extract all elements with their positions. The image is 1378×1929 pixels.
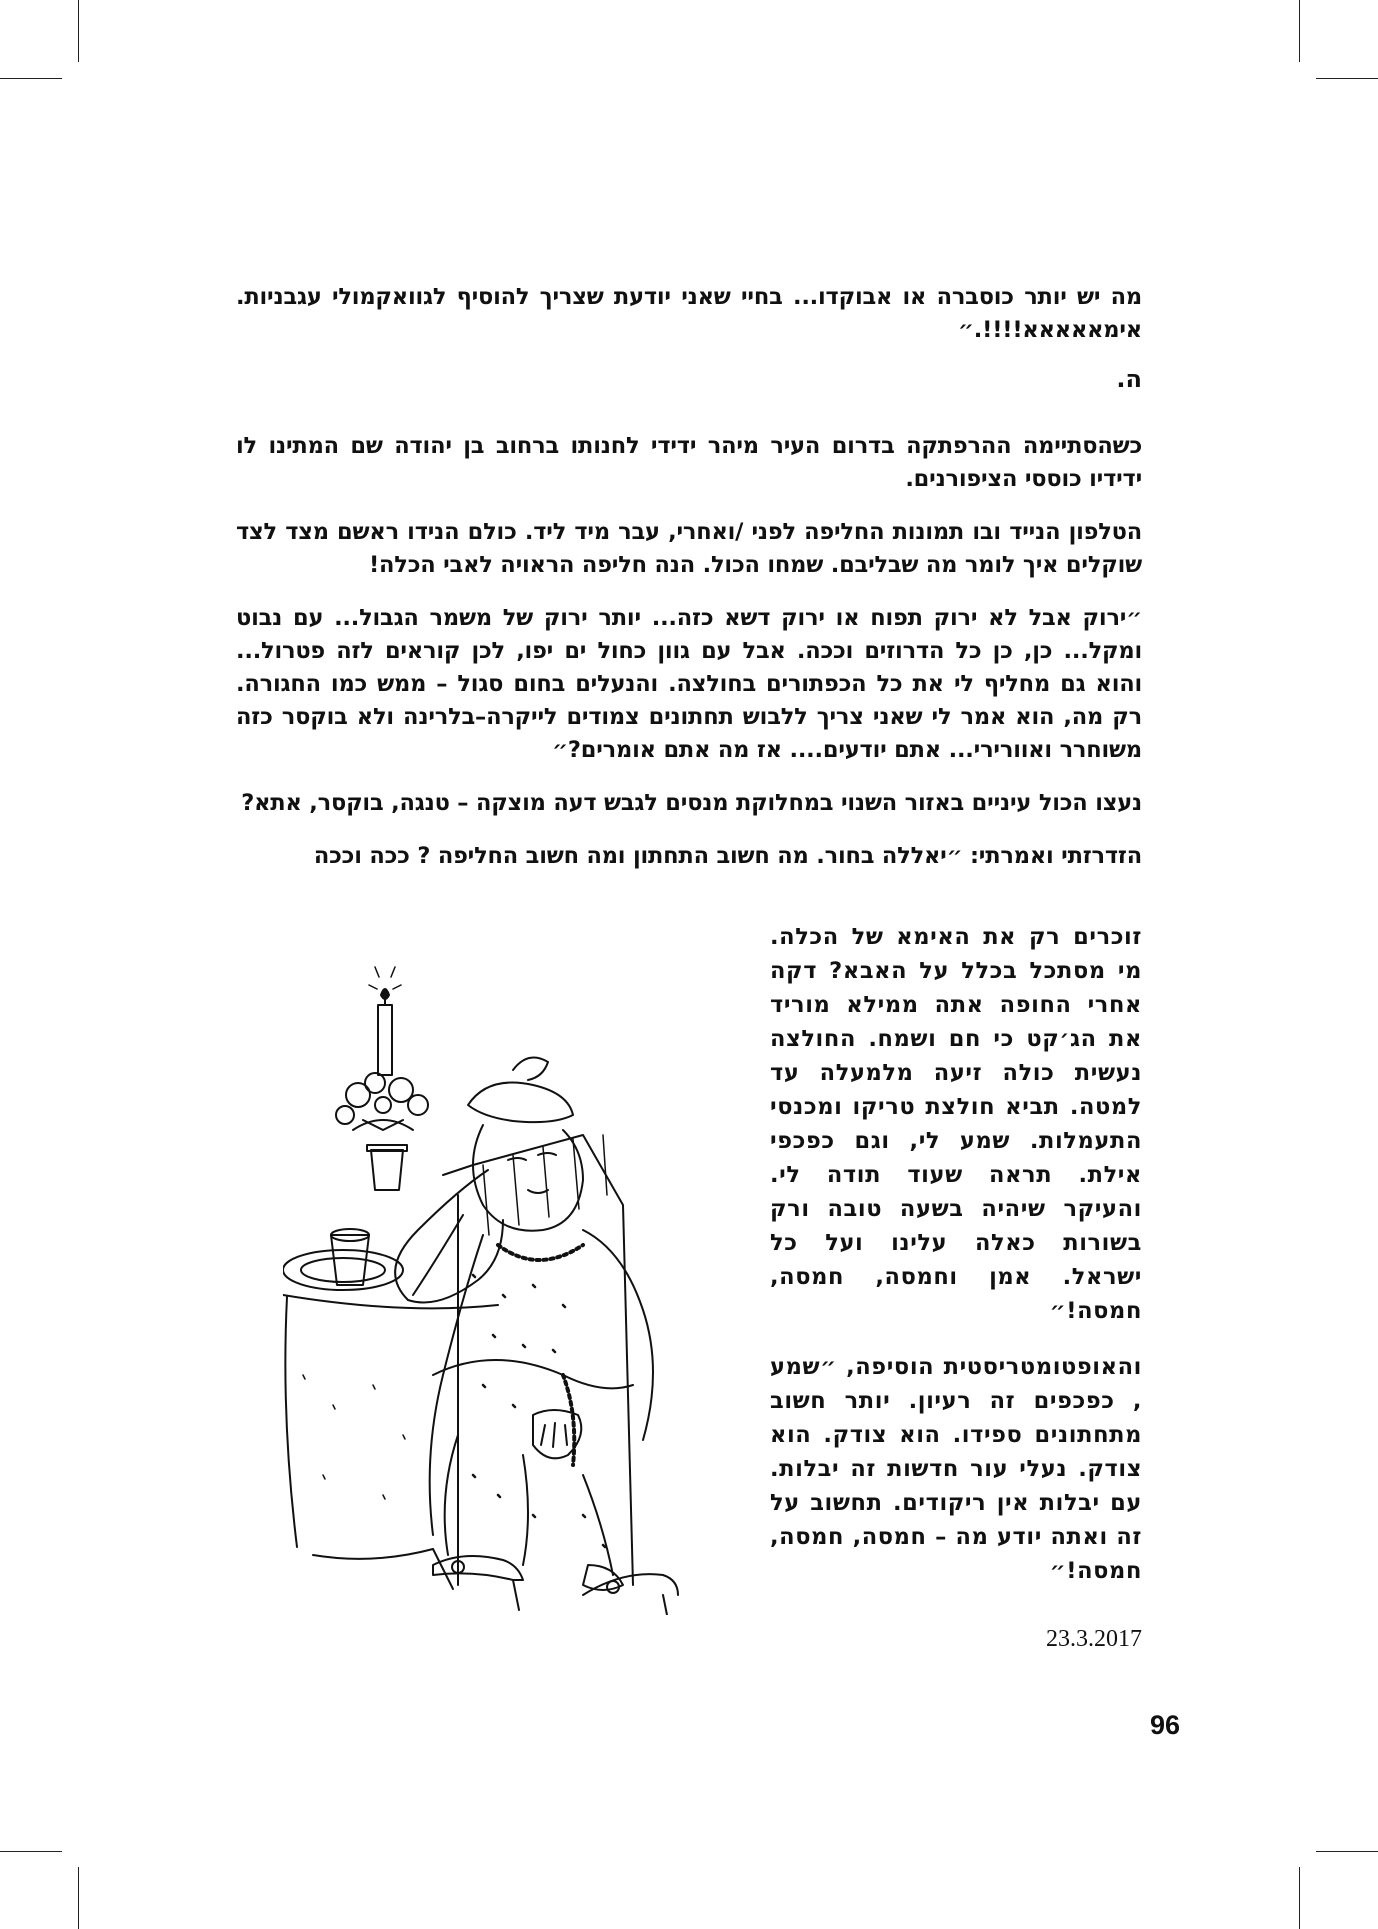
- glass-icon: [331, 1229, 369, 1285]
- paragraph: מה יש יותר כוסברה או אבוקדו... בחיי שאני יודעת שצריך להוסיף לגוואקמולי עגבניות. אימאאאאא!!!!.״: [236, 284, 1142, 343]
- shoe-icon: [583, 1574, 678, 1615]
- opening-paragraph: [236, 281, 1142, 347]
- candle-icon: [369, 967, 401, 1075]
- woman-figure: [395, 1058, 653, 1591]
- page-number: 96: [1149, 1710, 1180, 1740]
- paragraph: נעצו הכול עיניים באזור השנוי במחלוקת מנסים לגבש דעה מוצקה – טנגה, בוקסר, אתא?: [241, 790, 1142, 816]
- crop-mark: [1299, 1867, 1300, 1929]
- table: [283, 1295, 498, 1589]
- crop-mark: [78, 1867, 79, 1929]
- paragraph: והאופטומטריסטית הוסיפה, ״שמע , כפכפים זה רעיון. יותר חשוב מתחתונים ספידו. הוא צודק. הוא צודק. נעלי עור חדשות זה יבלות. עם יבלות אין ריקודים. תחשוב על זה ואתה יודע מה – חמסה, חמסה, חמסה!״: [770, 1354, 1142, 1584]
- crop-mark: [0, 1851, 62, 1852]
- narrow-column: [770, 920, 1142, 1588]
- crop-mark: [1316, 1851, 1378, 1852]
- woman-at-table-illustration: [283, 955, 773, 1615]
- paragraph: הזדרזתי ואמרתי: ״יאללה בחור. מה חשוב התחתון ומה חשוב החליפה ? ככה וככה: [313, 843, 1142, 869]
- paragraph: ״ירוק אבל לא ירוק תפוח או ירוק דשא כזה... יותר ירוק של משמר הגבול... עם נבוט ומקל... כן, כן כל הדרוזים וככה. אבל עם גוון כחול ים יפו, לכן קוראים לזה פטרול... והוא גם מחליף לי את כל הכפתורים בחולצה. והנעלים בחום סגול – ממש כמו החגורה. רק מה, הוא אמר לי שאני צריך ללבוש תחתונים צמודים לייקרה–בלרינה ולא בוקסר כזה משוחרר ואוורירי... אתם יודעים.... אז מה אתם אומרים?״: [236, 605, 1142, 763]
- crop-mark: [0, 78, 62, 79]
- paragraph: הטלפון הנייד ובו תמונות החליפה לפני /ואחרי, עבר מיד ליד. כולם הנידו ראשם מצד לצד שוקלים איך לומר מה שבליבם. שמחו הכול. הנה חליפה הראויה לאבי הכלה!: [236, 519, 1142, 578]
- shoe-icon: [433, 1556, 523, 1610]
- date: 23.3.2017: [1046, 1626, 1142, 1652]
- crop-mark: [1299, 0, 1300, 62]
- flower-pot-icon: [336, 1073, 428, 1190]
- chair: [443, 1135, 633, 1585]
- section-heading: ה.: [1116, 365, 1142, 393]
- crop-mark: [1316, 78, 1378, 79]
- crop-mark: [78, 0, 79, 62]
- paragraph: זוכרים רק את האימא של הכלה. מי מסתכל בכלל על האבא? דקה אחרי החופה אתה ממילא מוריד את הג׳קט כי חם ושמח. החולצה נעשית כולה זיעה מלמעלה עד למטה. תביא חולצת טריקו ומכנסי התעמלות. שמע לי, וגם כפכפי אילת. תראה שעוד תודה לי. והעיקר שיהיה בשעה טובה ורק בשורות כאלה עלינו ועל כל ישראל. אמן וחמסה, חמסה, חמסה!״: [770, 924, 1142, 1324]
- paragraph: כשהסתיימה ההרפתקה בדרום העיר מיהר ידידי לחנותו ברחוב בן יהודה שם המתינו לו ידידיו כוססי הציפורנים.: [236, 433, 1142, 492]
- body-text: [236, 430, 1142, 873]
